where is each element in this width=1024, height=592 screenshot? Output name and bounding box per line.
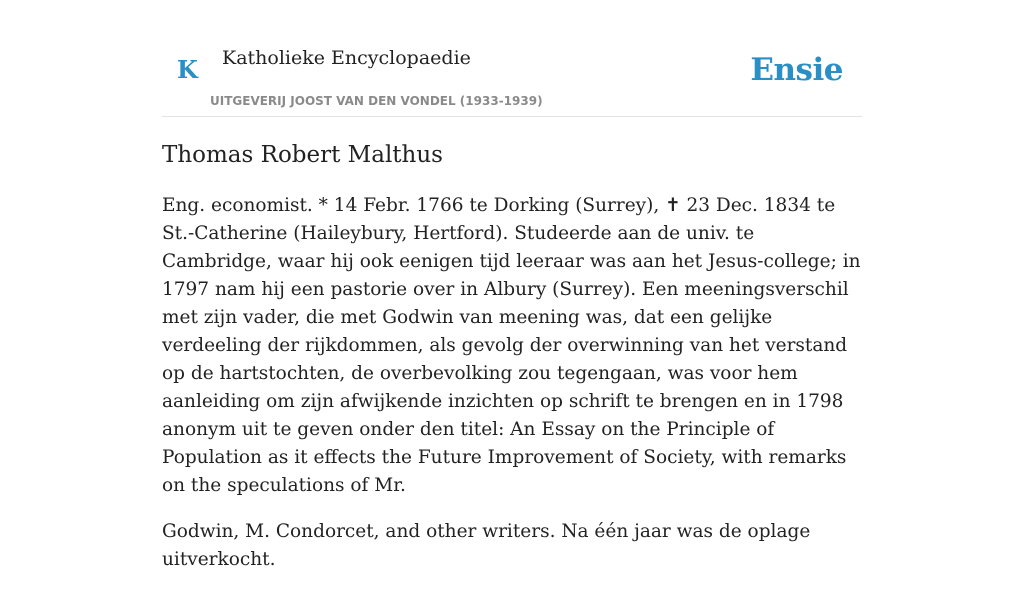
article-body (162, 192, 862, 592)
encyclopedia-title[interactable]: Katholieke Encyclopaedie (222, 47, 471, 69)
article-paragraph: Godwin, M. Condorcet, and other writers. Na één jaar was de oplage uitverkocht. (162, 521, 811, 570)
article-paragraph: Eng. economist. * 14 Febr. 1766 te Dorking (Surrey), ✝ 23 Dec. 1834 te St.-Catherine (Haileybury, Hertford). Studeerde aan de univ. te Cambridge, waar hij ook eenigen tijd leeraar was aan het Jesus-college; in 1797 nam hij een pastorie over in Albury (Surrey). Een meeningsverschil met zijn vader, die met Godwin van meening was, dat een gelijke verdeeling der rijkdommen, als gevolg der overwinning van het verstand op de hartstochten, de overbevolking zou tegengaan, was voor hem aanleiding om zijn afwijkende inzichten op schrift te brengen en in 1798 anonym uit te geven onder den titel: An Essay on the Principle of Population as it effects the Future Improvement of Society, with remarks on the speculations of Mr. (162, 195, 861, 496)
site-header (162, 0, 862, 117)
article-title: Thomas Robert Malthus (162, 142, 443, 168)
page (162, 0, 862, 570)
publisher-subtitle: UITGEVERIJ JOOST VAN DEN VONDEL (1933-1939) (210, 94, 543, 108)
ensie-brand-logo[interactable]: Ensie (750, 52, 843, 88)
site-logo[interactable]: K (177, 55, 198, 84)
